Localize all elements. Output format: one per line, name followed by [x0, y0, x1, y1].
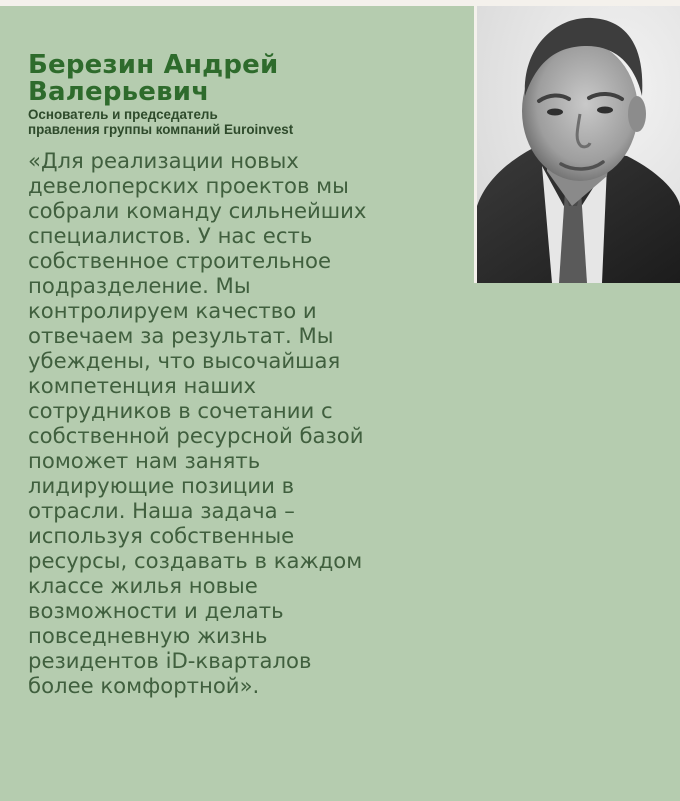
portrait-photo: [477, 6, 680, 283]
quote-line: собственное строительное: [28, 248, 332, 273]
person-name-line2: Валерьевич: [28, 77, 210, 107]
person-position-line2: правления группы компаний Euroinvest: [28, 122, 294, 137]
quote-line: специалистов. У нас есть: [28, 223, 313, 248]
person-name-line1: Березин Андрей: [28, 50, 279, 80]
quote-line: «Для реализации новых: [28, 148, 299, 173]
person-name: [28, 52, 458, 106]
portrait-icon: [477, 6, 680, 283]
quote-line: повседневную жизнь: [28, 623, 268, 648]
person-position-line1: Основатель и председатель: [28, 107, 218, 122]
quote-line: отвечаем за результат. Мы: [28, 323, 334, 348]
quote-line: поможет нам занять: [28, 448, 261, 473]
quote-line: контролируем качество и: [28, 298, 317, 323]
quote-line: возможности и делать: [28, 598, 284, 623]
quote-line: собрали команду сильнейших: [28, 198, 367, 223]
quote-line: классе жилья новые: [28, 573, 258, 598]
quote-line: резидентов iD-кварталов: [28, 648, 312, 673]
quote-line: лидирующие позиции в: [28, 473, 295, 498]
quote-line: используя собственные: [28, 523, 295, 548]
quote-line: компетенция наших: [28, 373, 257, 398]
quote-line: более комфортной».: [28, 673, 260, 698]
quote-line: собственной ресурсной базой: [28, 423, 364, 448]
quote-line: сотрудников в сочетании с: [28, 398, 333, 423]
quote-text: [28, 148, 448, 698]
quote-line: убеждены, что высочайшая: [28, 348, 341, 373]
person-position: [28, 107, 458, 137]
quote-line: девелоперских проектов мы: [28, 173, 349, 198]
quote-line: подразделение. Мы: [28, 273, 251, 298]
quote-line: отрасли. Наша задача –: [28, 498, 295, 523]
quote-line: ресурсы, создавать в каждом: [28, 548, 363, 573]
